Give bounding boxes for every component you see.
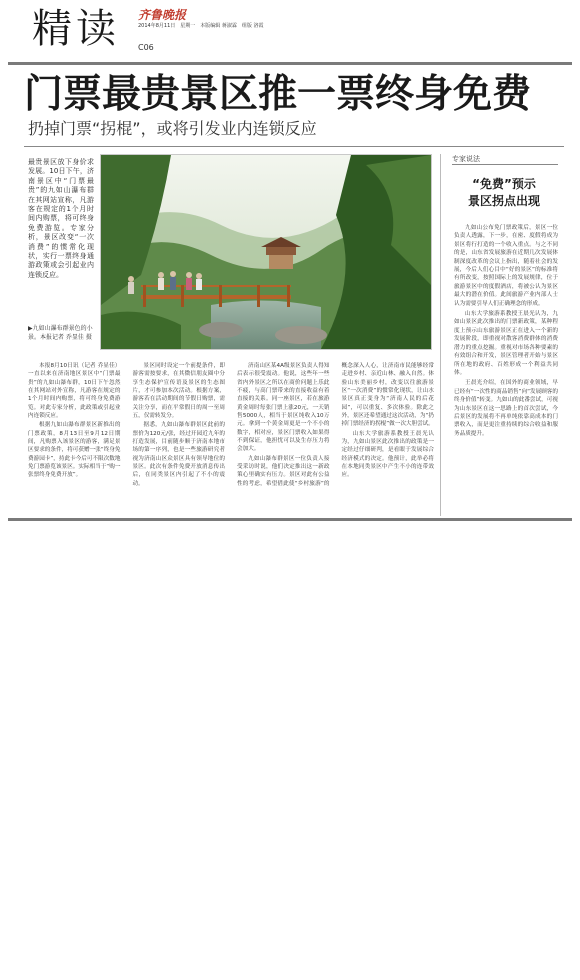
page-number: C06 <box>138 43 154 52</box>
lede-paragraph: 最贵景区放下身价求发展。10日下午，济南景区中“门票最贵”的九如山瀑布群在其网站宣称，凡游客在规定的1个月时间内购票，将可终身免费游览。专家分析，景区改变“一次消费”的惯常化现状，实行一票终身通游政策或会引起业内连锁反应。 <box>28 158 94 279</box>
sidebar-body <box>454 224 558 440</box>
headline: 门票最贵景区推一票终身免费 <box>24 72 532 117</box>
section-name: 精读 <box>32 6 120 52</box>
headline-rule <box>24 146 564 147</box>
body-paragraph: 九如山瀑布群景区一位负责人接受采访时说，他们决定推出这一新政策心里确实有压力。景区对此有公益性的考虑，希望借此使“乡村旅游”的概念深入人心，让济南市民能够经常走进乡村、亲近山林、融入自然。体验山东美丽乡村，改变以往旅游景区“一次消费”的惯常化现状，让山水景区真正变身为“济南人民的后花园”，可以重复、多次体验。除此之外，景区还希望通过这次活动，为“扔掉门票经济的拐棍”做一次大胆尝试。 <box>237 363 434 487</box>
article-body <box>28 362 434 518</box>
body-paragraph: 景区同时设定一个前提条件，即游客需按要求，在其微信朋友圈中分享生态保护宣传语及景区的生态图片，才可参加本次活动。根据方案，游客若在活动期间的节假日购票，需关注分享，而在平常假日的周一至周五，仅需转发分。 <box>132 363 225 420</box>
sidebar-title-line2: 景区拐点出现 <box>467 194 540 208</box>
news-photo <box>100 154 432 350</box>
sidebar-paragraph: 九如山公布免门票政策后，景区一位负责人透露，下一步，在密、度假将成为景区将行打造的一个收入重点。与之不同的是，山东省发展旅游在近期几次发展体制深度改革的会议上指出，随着社会的发展，今后人们心目中“好的景区”的标准将有所改变，按照国际上的发展规律，位于旅游景区中的度假酒店，将被公认为景区最大的潜在价值。此间旅游产业内部人士认为需要引导人们正确理念的形成。 <box>454 225 558 307</box>
sidebar-tag: 专家说法 <box>452 154 558 165</box>
bottom-rule <box>8 518 572 521</box>
masthead <box>8 0 572 64</box>
photo-caption <box>28 325 94 342</box>
waterfall-park-photo <box>101 155 431 349</box>
body-paragraph: 根据九如山瀑布群景区新推出的门票政策，8月13日至9月12日期间，凡购票入该景区的游客，满足景区要求的条件，将可获赠一张“终身免费游园卡”，持此卡今后可不限次数地免门票游览该景区。实际相当于“购一张票终身免费开放”。 <box>28 422 121 479</box>
top-rule <box>8 62 572 65</box>
caption-arrow-icon: ▶ <box>28 325 33 332</box>
sidebar-title-line1: “免费”预示 <box>472 177 536 191</box>
body-paragraph: 济南山区某4A级景区负责人得知后表示很受震动。他说，这些年一些省内外景区之所以在商价问题上乐此不疲，与高门票带来的直接收益有着直接的关系。同一座景区，若在旅游黄金周时每张门票上涨20元，一天销售5000人，相当于景区纯收入10万元。拿到一个黄金周更是一个不小的数字，相对应，景区门票收入如果得不到保证，他担忧可以及生存压力将会加大。 <box>237 363 330 453</box>
body-paragraph: 山东大学旅游系教授王晨光认为，九如山景区此次推出的政策是一定经过仔细研判，是看眼于发展综合经济模式的决定。他预计，此举必将在本地同类景区中产生不小的连带效应。 <box>341 430 434 479</box>
subhead: 扔掉门票“拐棍”，或将引发业内连锁反应 <box>28 119 317 138</box>
column-divider <box>440 154 441 516</box>
sidebar-expert-view <box>448 154 564 516</box>
sidebar-title <box>454 176 554 210</box>
sidebar-paragraph: 王晨光介绍，在国外的商业领域，早已经有“一次性的商品销售”向“发展顾客的终身价值”转变。九如山的此番尝试，可视为山东景区在这一思路上的首次尝试，今后景区的发展将不再单纯依靠高成本的门票收入，而是更注重持续的综合收益和服务品质提升。 <box>454 380 558 437</box>
paper-name: 齐鲁晚报 <box>138 8 187 22</box>
body-paragraph: 据悉，九如山瀑布群景区此前的票价为120元/张，经过开园近九年的打造发展，目前随步顺于济南本地市场的第一序列，也是一些旅游研究者视为济南山区众景区具有领导地位的景区。此次有条件免费开放消息传出后，在同类景区内引起了不小的震动。 <box>132 422 225 487</box>
issue-info: 2014年8月11日 星期一 本版编辑 蒋淑霖 组版 洛霞 <box>138 23 264 29</box>
body-paragraph: 本报8月10日讯（记者 乔显佳）一直以来在济南地区景区中“门票最贵”的九如山瀑布群，10日下午忽然在其网站对外宣称，凡游客在规定的1个月时间内购票，将可终身免费游览。对此专家分析，此政策或引起业内连锁反应。 <box>28 363 121 420</box>
photo-caption-text: 九如山瀑布群景色的小景。本报记者 乔显佳 摄 <box>28 325 93 341</box>
sidebar-paragraph: 山东大学旅游系教授王晨光认为，九如山景区此次推出的门票新政策，某种程度上预示山东旅游景区正在进入一个新的发展阶段，即重视对散客消费群体的消费潜力的重点挖掘。重视对市场各种要素的有效组合和开发，景区管理者开始与景区所在地的政府、百姓形成一个利益共同体。 <box>454 311 558 376</box>
